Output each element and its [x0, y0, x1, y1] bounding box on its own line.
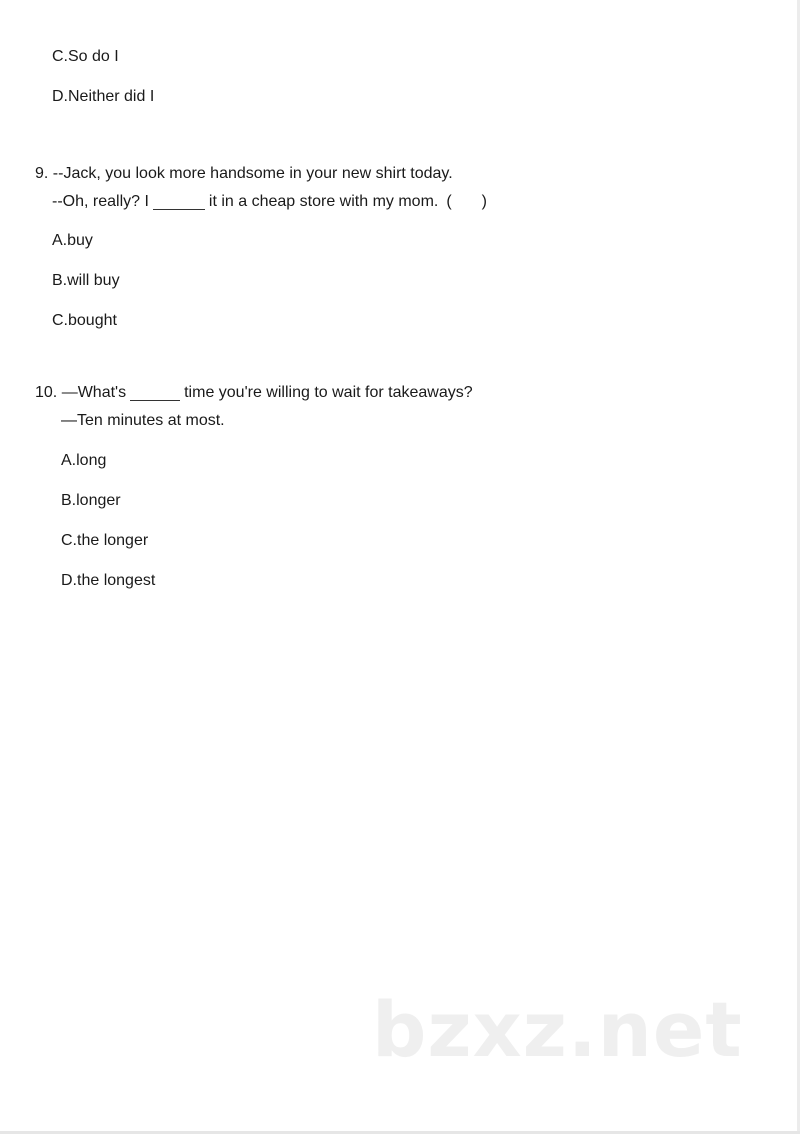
q8-option-c: C.So do I [52, 48, 119, 65]
q9-number: 9. [35, 165, 49, 182]
q10-option-b: B.longer [61, 492, 121, 509]
q9-answer-paren [446, 192, 487, 212]
q9-line-1-text: --Jack, you look more handsome in your new shirt today. [52, 165, 453, 182]
q9-prompt-line-2 [52, 192, 487, 212]
q10-prompt-line-2: —Ten minutes at most. [61, 412, 225, 429]
q9-option-c: C.bought [52, 312, 117, 329]
q9-option-a: A.buy [52, 232, 93, 249]
q10-line-1-before: —What's [61, 384, 127, 401]
q10-answer-blank [130, 384, 180, 401]
q9-prompt-line-1 [35, 164, 453, 184]
q10-line-1-after: time you're willing to wait for takeaways? [184, 384, 473, 401]
q10-option-a: A.long [61, 452, 107, 469]
q9-answer-blank [153, 193, 205, 210]
q9-line-2-after: it in a cheap store with my mom. [208, 193, 439, 210]
q9-paren-close: ) [481, 193, 487, 210]
watermark-logo: bzxz.net [372, 985, 743, 1074]
q9-paren-open: ( [446, 193, 452, 210]
q8-option-d: D.Neither did I [52, 88, 155, 105]
q10-number: 10. [35, 384, 58, 401]
q9-option-b: B.will buy [52, 272, 120, 289]
q10-option-d: D.the longest [61, 572, 156, 589]
q10-prompt-line-1 [35, 383, 473, 403]
q9-line-2-before: --Oh, really? I [52, 193, 149, 210]
q10-option-c: C.the longer [61, 532, 149, 549]
